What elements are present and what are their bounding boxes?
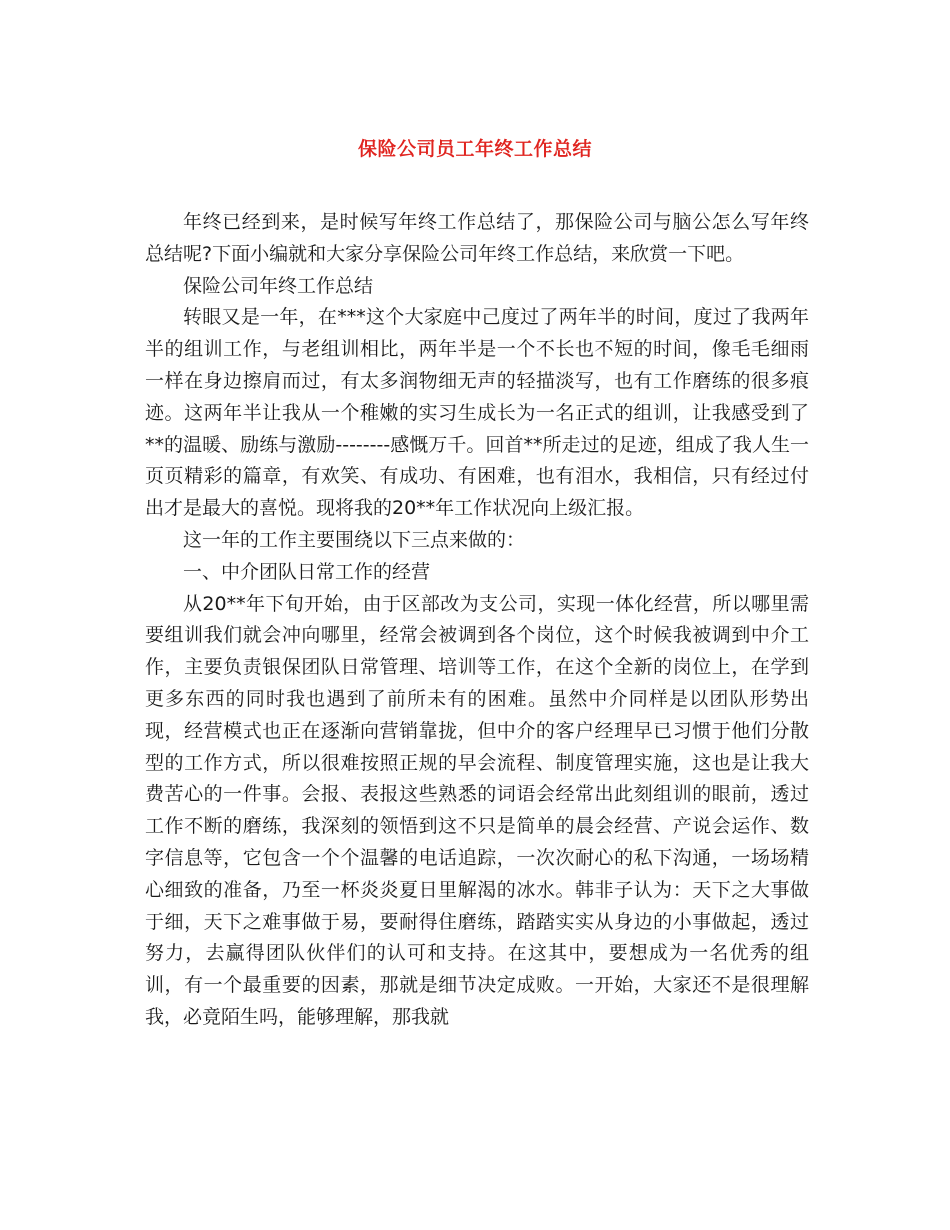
paragraph-focus: 这一年的工作主要围绕以下三点来做的： (183, 528, 526, 551)
section-heading-1: 一、中介团队日常工作的经营 (183, 560, 431, 583)
paragraph-subtitle: 保险公司年终工作总结 (183, 274, 374, 297)
paragraph-section-1: 从20**年下旬开始，由于区部改为支公司，实现一体化经营，所以哪里需要组训我们就会冲向哪里，经常会被调到各个岗位，这个时候我被调到中介工作，主要负责银保团队日常管理、培训等工作，在这个全新的岗位上，在学到更多东西的同时我也遇到了前所未有的困难。虽然中介同样是以团队形势出现，经营模式也正在逐渐向营销靠拢，但中介的客户经理早已习惯于他们分散型的工作方式，所以很难按照正规的早会流程、制度管理实施，这也是让我大费苦心的一件事。会报、表报这些熟悉的词语会经常出此刻组训的眼前，透过工作不断的磨练，我深刻的领悟到这不只是简单的晨会经营、产说会运作、数字信息等，它包含一个个温馨的电话追踪，一次次耐心的私下沟通，一场场精心细致的准备，乃至一杯炎炎夏日里解渴的冰水。韩非子认为：天下之大事做于细，天下之难事做于易，要耐得住磨练，踏踏实实从身边的小事做起，透过努力，去赢得团队伙伴们的认可和支持。在这其中，要想成为一名优秀的组训，有一个最重要的因素，那就是细节决定成败。一开始，大家还不是很理解我，必竟陌生吗，能够理解，那我就 (145, 592, 809, 1028)
document-body (145, 207, 809, 1034)
document-title: 保险公司员工年终工作总结 (357, 138, 592, 160)
paragraph-intro: 年终已经到来，是时候写年终工作总结了，那保险公司与脑公怎么写年终总结呢?下面小编就和大家分享保险公司年终工作总结，来欣赏一下吧。 (145, 211, 809, 265)
paragraph-review: 转眼又是一年，在***这个大家庭中己度过了两年半的时间，度过了我两年半的组训工作，与老组训相比，两年半是一个不长也不短的时间，像毛毛细雨一样在身边擦肩而过，有太多润物细无声的轻描淡写，也有工作磨练的很多痕迹。这两年半让我从一个稚嫩的实习生成长为一名正式的组训，让我感受到了**的温暖、励练与激励--------感慨万千。回首**所走过的足迹，组成了我人生一页页精彩的篇章，有欢笑、有成功、有困难，也有泪水，我相信，只有经过付出才是最大的喜悦。现将我的20**年工作状况向上级汇报。 (145, 306, 809, 520)
